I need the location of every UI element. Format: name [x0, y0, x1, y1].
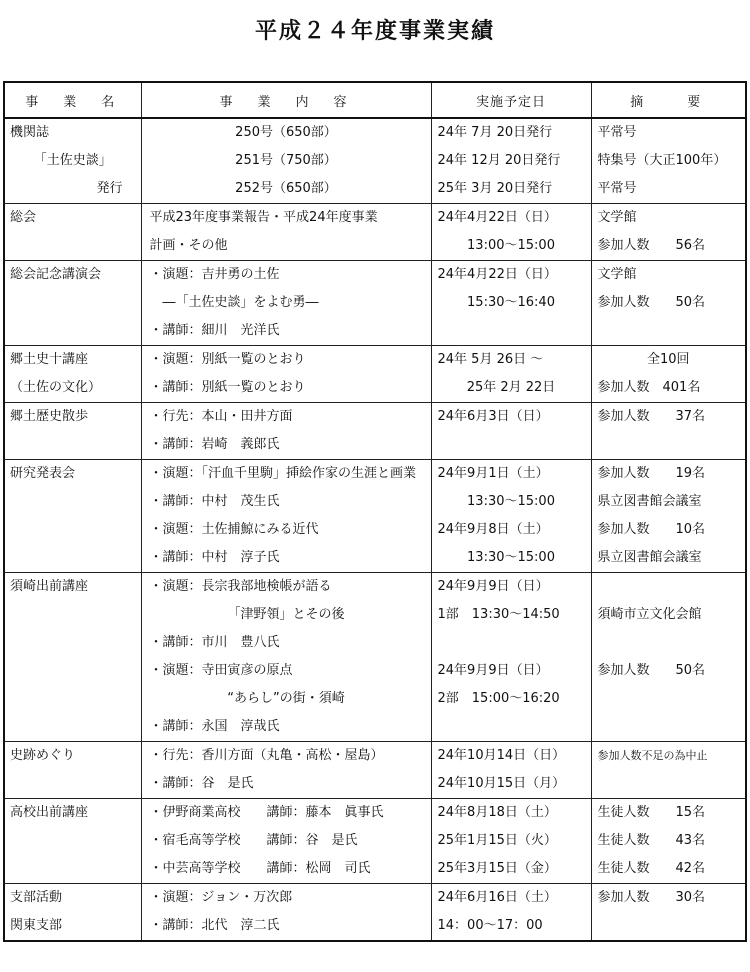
cell-line: 24年6月3日（日） [437, 409, 549, 424]
cell-line: 13:30～15:00 [467, 550, 555, 565]
cell-line: 高校出前講座 [10, 805, 89, 820]
cell-line: ―「土佐史談」をよむ勇― [149, 295, 319, 310]
row-date-cell [431, 204, 591, 261]
cell-line: 参加人数 50名 [597, 663, 706, 678]
cell-line [592, 573, 746, 601]
row-date-cell [431, 261, 591, 346]
header-note: 摘 要 [591, 82, 746, 118]
cell-line: 参加人数 37名 [597, 409, 706, 424]
table-row [4, 573, 746, 742]
cell-line: 全10回 [646, 352, 690, 367]
table-row [4, 346, 746, 403]
cell-line: 13:00～15:00 [467, 238, 555, 253]
cell-line: “あらし”の街・須崎 [227, 691, 345, 706]
cell-line [592, 770, 746, 798]
table-row [4, 204, 746, 261]
cell-line [5, 713, 141, 741]
table-row [4, 403, 746, 460]
row-name-cell [4, 346, 141, 403]
cell-line [592, 713, 746, 741]
table-header-row [4, 82, 746, 118]
row-content-cell [141, 799, 431, 884]
cell-line: 25年3月15日（金） [437, 861, 557, 876]
cell-line: 24年9月1日（土） [437, 466, 549, 481]
row-content-cell [141, 261, 431, 346]
cell-line: ・演題：「汗血千里駒」挿絵作家の生涯と画業 [149, 466, 417, 481]
table-row [4, 742, 746, 799]
cell-line [592, 685, 746, 713]
cell-line [432, 317, 591, 345]
cell-line: 参加人数不足の為中止 [597, 749, 708, 762]
cell-line: 15:30～16:40 [467, 295, 555, 310]
cell-line: 24年8月18日（土） [437, 805, 557, 820]
cell-line: 1部 13:30～14:50 [437, 607, 560, 622]
row-date-cell [431, 118, 591, 204]
cell-line: ・講師：中村 茂生氏 [149, 494, 280, 509]
cell-line: ・講師：別紙一覧のとおり [149, 380, 306, 395]
cell-line: 史跡めぐり [10, 748, 76, 763]
cell-line: 25年1月15日（火） [437, 833, 557, 848]
cell-line: 平成23年度事業報告・平成24年度事業 [149, 210, 378, 225]
cell-line [5, 544, 141, 572]
cell-line: 13:30～15:00 [467, 494, 555, 509]
cell-line: 24年9月9日（日） [437, 663, 549, 678]
row-content-cell [141, 460, 431, 573]
cell-line [5, 629, 141, 657]
cell-line: 平常号 [597, 125, 637, 140]
cell-line: 参加人数 56名 [597, 238, 706, 253]
row-content-cell [141, 884, 431, 942]
cell-line: ・講師：岩崎 義郎氏 [149, 437, 280, 452]
cell-line: 生徒人数 42名 [597, 861, 706, 876]
cell-line: 24年6月16日（土） [437, 890, 557, 905]
row-content-cell [141, 742, 431, 799]
cell-line: 24年 5月 26日 ～ [437, 352, 544, 367]
page-title: 平成２４年度事業実績 [254, 19, 495, 44]
cell-line [592, 317, 746, 345]
row-name-cell [4, 460, 141, 573]
cell-line: 総会 [10, 210, 37, 225]
cell-line: 250号（650部） [235, 125, 337, 140]
cell-line: 生徒人数 15名 [597, 805, 706, 820]
cell-line: ・講師：中村 淳子氏 [149, 550, 280, 565]
cell-line: ・演題：別紙一覧のとおり [149, 352, 306, 367]
row-name-cell [4, 884, 141, 942]
cell-line: 参加人数 50名 [597, 295, 706, 310]
cell-line: 24年4月22日（日） [437, 267, 557, 282]
cell-line: 特集号（大正100年） [597, 153, 727, 168]
row-date-cell [431, 460, 591, 573]
cell-line [5, 685, 141, 713]
cell-line: ・講師：細川 光洋氏 [149, 323, 280, 338]
cell-line [5, 431, 141, 459]
row-name-cell [4, 261, 141, 346]
cell-line: 文学館 [597, 267, 637, 282]
cell-line: 県立図書館会議室 [597, 550, 702, 565]
cell-line: 機関誌 [10, 125, 50, 140]
cell-line: ・演題：長宗我部地検帳が語る [149, 579, 332, 594]
cell-line: 参加人数 10名 [597, 522, 706, 537]
row-content-cell [141, 204, 431, 261]
cell-line [5, 855, 141, 883]
row-content-cell [141, 573, 431, 742]
cell-line: 24年9月8日（土） [437, 522, 549, 537]
row-name-cell [4, 742, 141, 799]
activity-report-table [3, 81, 747, 942]
row-note-cell [591, 204, 746, 261]
cell-line: 24年10月14日（日） [437, 748, 566, 763]
row-note-cell [591, 884, 746, 942]
table-row [4, 460, 746, 573]
cell-line: 252号（650部） [235, 181, 337, 196]
cell-line: ・伊野商業高校 講師：藤本 眞事氏 [149, 805, 384, 820]
row-name-cell [4, 799, 141, 884]
cell-line: 24年 12月 20日発行 [437, 153, 561, 168]
cell-line: 生徒人数 43名 [597, 833, 706, 848]
table-row [4, 884, 746, 942]
cell-line: ・演題：寺田寅彦の原点 [149, 663, 293, 678]
cell-line [592, 431, 746, 459]
cell-line: ・講師：市川 豊八氏 [149, 635, 280, 650]
cell-line: 25年 3月 20日発行 [437, 181, 553, 196]
cell-line [5, 488, 141, 516]
table-row [4, 261, 746, 346]
cell-line [5, 317, 141, 345]
cell-line: ・講師：谷 是氏 [149, 776, 254, 791]
cell-line: 14：00～17：00 [437, 918, 543, 933]
cell-line: 須崎市立文化会館 [597, 607, 702, 622]
header-name: 事 業 名 [4, 82, 141, 118]
cell-line: ・演題：ジョン・万次郎 [149, 890, 293, 905]
row-name-cell [4, 573, 141, 742]
cell-line: 参加人数 30名 [597, 890, 706, 905]
cell-line [5, 516, 141, 544]
cell-line [5, 601, 141, 629]
row-note-cell [591, 742, 746, 799]
cell-line: 251号（750部） [235, 153, 337, 168]
cell-line [432, 629, 591, 657]
cell-line [5, 657, 141, 685]
cell-line: 総会記念講演会 [10, 267, 102, 282]
header-date: 実施予定日 [431, 82, 591, 118]
cell-line [592, 629, 746, 657]
row-date-cell [431, 799, 591, 884]
cell-line: ・演題：吉井勇の土佐 [149, 267, 280, 282]
cell-line [432, 431, 591, 459]
cell-line [5, 827, 141, 855]
cell-line: 計画・その他 [149, 238, 228, 253]
cell-line: ・中芸高等学校 講師：松岡 司氏 [149, 861, 371, 876]
cell-line [592, 912, 746, 940]
cell-line [432, 713, 591, 741]
row-note-cell [591, 573, 746, 742]
row-note-cell [591, 346, 746, 403]
row-content-cell [141, 403, 431, 460]
cell-line: 「津野領」とその後 [227, 607, 345, 622]
cell-line: 2部 15:00～16:20 [437, 691, 560, 706]
row-note-cell [591, 799, 746, 884]
cell-line: 24年10月15日（月） [437, 776, 566, 791]
cell-line: 24年 7月 20日発行 [437, 125, 553, 140]
row-name-cell [4, 204, 141, 261]
row-name-cell [4, 403, 141, 460]
cell-line: ・演題：土佐捕鯨にみる近代 [149, 522, 319, 537]
cell-line [5, 770, 141, 798]
cell-line: （土佐の文化） [10, 380, 102, 395]
cell-line: 郷土歴史散歩 [10, 409, 89, 424]
cell-line: ・行先：本山・田井方面 [149, 409, 293, 424]
row-note-cell [591, 118, 746, 204]
row-note-cell [591, 261, 746, 346]
table-row [4, 118, 746, 204]
cell-line: 郷土史十講座 [10, 352, 89, 367]
cell-line: 参加人数 401名 [597, 380, 701, 395]
row-name-cell [4, 118, 141, 204]
cell-line: 発行 [96, 181, 123, 196]
cell-line: 支部活動 [10, 890, 63, 905]
cell-line: 須崎出前講座 [10, 579, 89, 594]
header-content: 事 業 内 容 [141, 82, 431, 118]
row-note-cell [591, 460, 746, 573]
row-date-cell [431, 742, 591, 799]
cell-line: 関東支部 [10, 918, 63, 933]
cell-line: 24年4月22日（日） [437, 210, 557, 225]
cell-line: 24年9月9日（日） [437, 579, 549, 594]
row-content-cell [141, 346, 431, 403]
cell-line: 研究発表会 [10, 466, 76, 481]
cell-line: 参加人数 19名 [597, 466, 706, 481]
cell-line: ・講師：永国 淳哉氏 [149, 719, 280, 734]
cell-line: 県立図書館会議室 [597, 494, 702, 509]
cell-line: ・宿毛高等学校 講師：谷 是氏 [149, 833, 358, 848]
table-row [4, 799, 746, 884]
cell-line [5, 232, 141, 260]
row-note-cell [591, 403, 746, 460]
row-date-cell [431, 403, 591, 460]
row-date-cell [431, 346, 591, 403]
cell-line: 平常号 [597, 181, 637, 196]
cell-line: 文学館 [597, 210, 637, 225]
cell-line [5, 289, 141, 317]
cell-line: 「土佐史談」 [33, 153, 112, 168]
cell-line: ・講師：北代 淳二氏 [149, 918, 280, 933]
cell-line: 25年 2月 22日 [466, 380, 556, 395]
cell-line: ・行先：香川方面（丸亀・高松・屋島） [149, 748, 384, 763]
row-content-cell [141, 118, 431, 204]
row-date-cell [431, 884, 591, 942]
row-date-cell [431, 573, 591, 742]
